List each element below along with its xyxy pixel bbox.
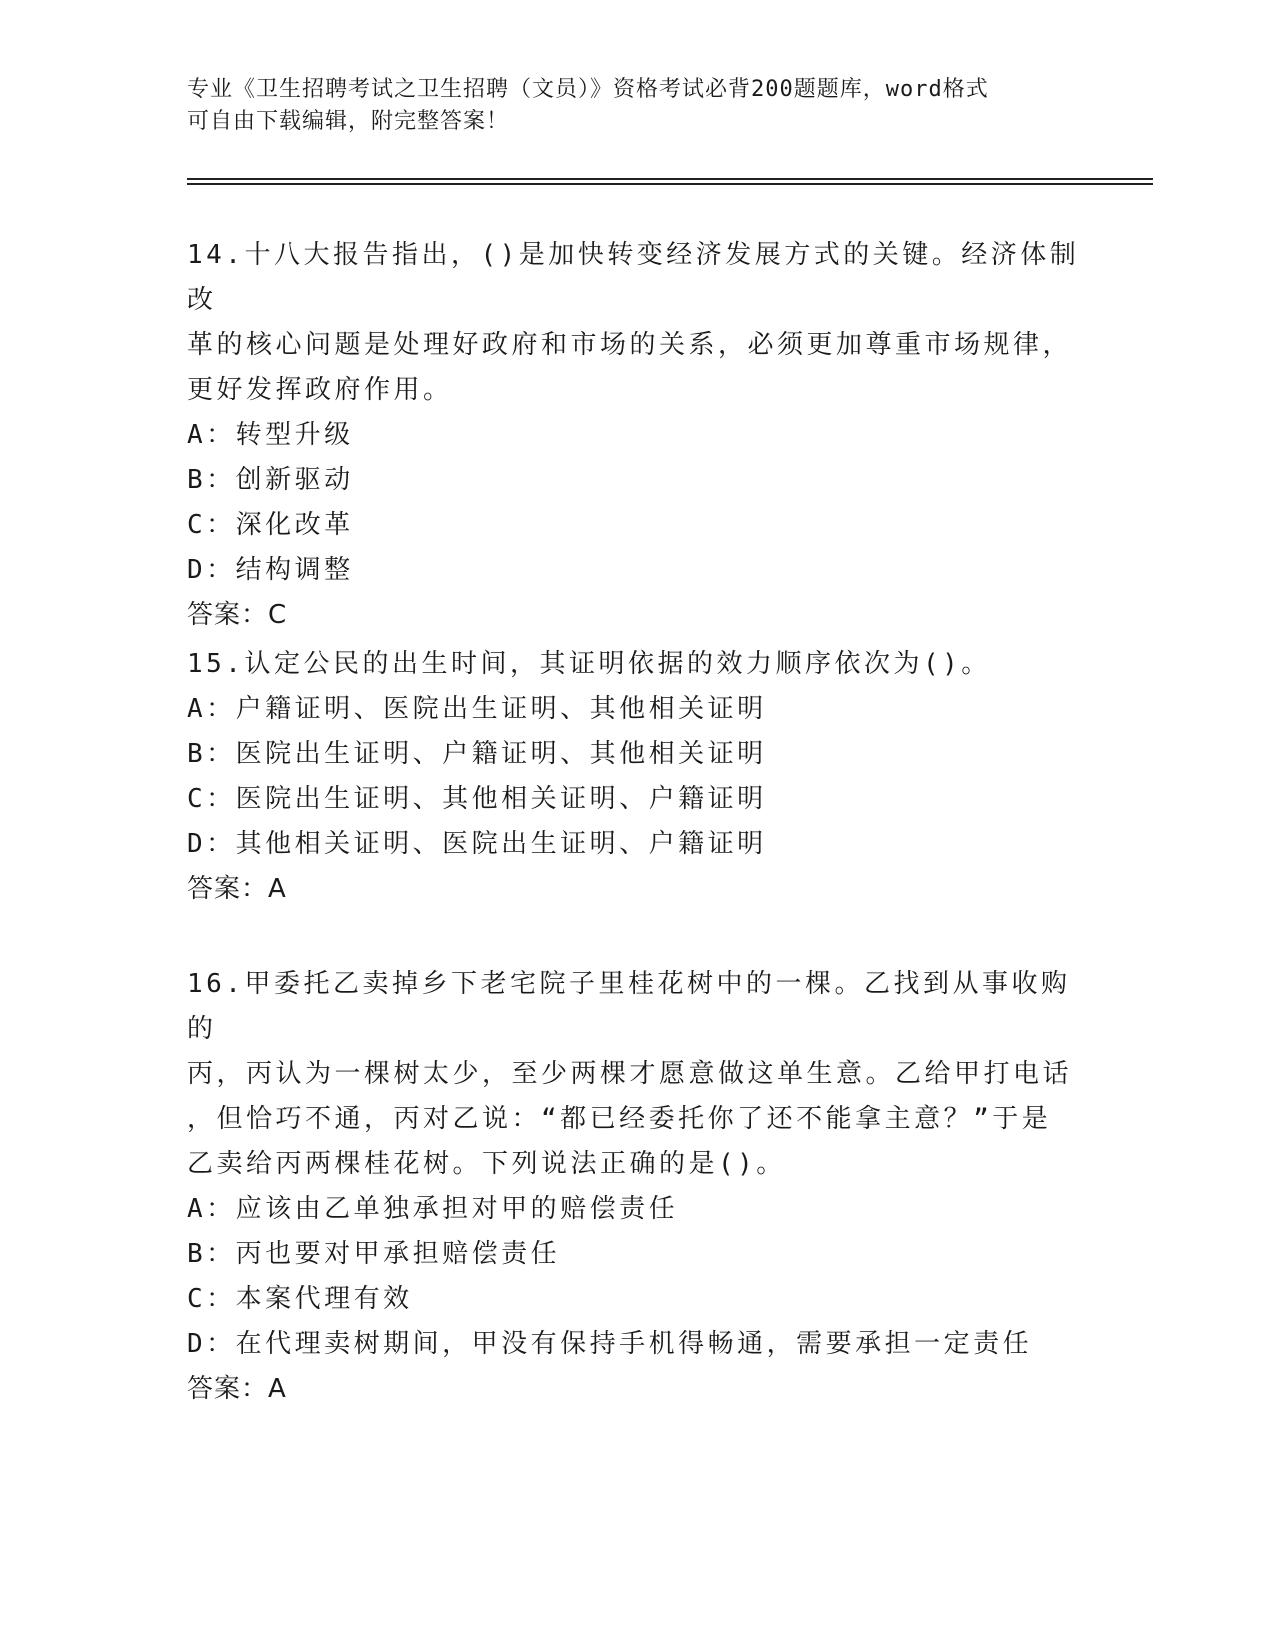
question-16 bbox=[187, 962, 1087, 1412]
question-14 bbox=[187, 233, 1087, 638]
question-15 bbox=[187, 642, 1087, 912]
option-b: B：医院出生证明、户籍证明、其他相关证明 bbox=[187, 739, 767, 769]
question-stem-line: 更好发挥政府作用。 bbox=[187, 375, 453, 405]
question-stem-line: 革的核心问题是处理好政府和市场的关系，必须更加尊重市场规律， bbox=[187, 330, 1073, 360]
question-stem-line: ，但恰巧不通，丙对乙说：“都已经委托你了还不能拿主意？”于是 bbox=[187, 1104, 1052, 1134]
answer: 答案：A bbox=[187, 874, 287, 904]
option-d: D：结构调整 bbox=[187, 555, 354, 585]
option-a: A：户籍证明、医院出生证明、其他相关证明 bbox=[187, 694, 767, 724]
header-line-1: 专业《卫生招聘考试之卫生招聘（文员）》资格考试必背200题题库，word格式 bbox=[187, 77, 989, 102]
answer: 答案：A bbox=[187, 1374, 287, 1404]
option-d: D：其他相关证明、医院出生证明、户籍证明 bbox=[187, 829, 767, 859]
header-line-2: 可自由下载编辑，附完整答案！ bbox=[187, 109, 510, 134]
question-stem-line: 15.认定公民的出生时间，其证明依据的效力顺序依次为()。 bbox=[187, 649, 991, 679]
option-c: C：本案代理有效 bbox=[187, 1284, 413, 1314]
question-stem-line: 14.十八大报告指出，()是加快转变经济发展方式的关键。经济体制改 bbox=[187, 240, 1080, 315]
option-a: A：转型升级 bbox=[187, 420, 354, 450]
document-header bbox=[187, 74, 1087, 138]
option-c: C：医院出生证明、其他相关证明、户籍证明 bbox=[187, 784, 767, 814]
question-stem-line: 丙，丙认为一棵树太少，至少两棵才愿意做这单生意。乙给甲打电话 bbox=[187, 1059, 1073, 1089]
option-b: B：创新驱动 bbox=[187, 465, 354, 495]
header-divider-bottom bbox=[187, 183, 1153, 185]
option-c: C：深化改革 bbox=[187, 510, 354, 540]
question-stem-line: 16.甲委托乙卖掉乡下老宅院子里桂花树中的一棵。乙找到从事收购的 bbox=[187, 969, 1071, 1044]
option-a: A：应该由乙单独承担对甲的赔偿责任 bbox=[187, 1194, 679, 1224]
header-divider-top bbox=[187, 178, 1153, 180]
question-stem-line: 乙卖给丙两棵桂花树。下列说法正确的是()。 bbox=[187, 1149, 786, 1179]
option-b: B：丙也要对甲承担赔偿责任 bbox=[187, 1239, 561, 1269]
answer: 答案：C bbox=[187, 600, 288, 630]
option-d: D：在代理卖树期间，甲没有保持手机得畅通，需要承担一定责任 bbox=[187, 1329, 1033, 1359]
